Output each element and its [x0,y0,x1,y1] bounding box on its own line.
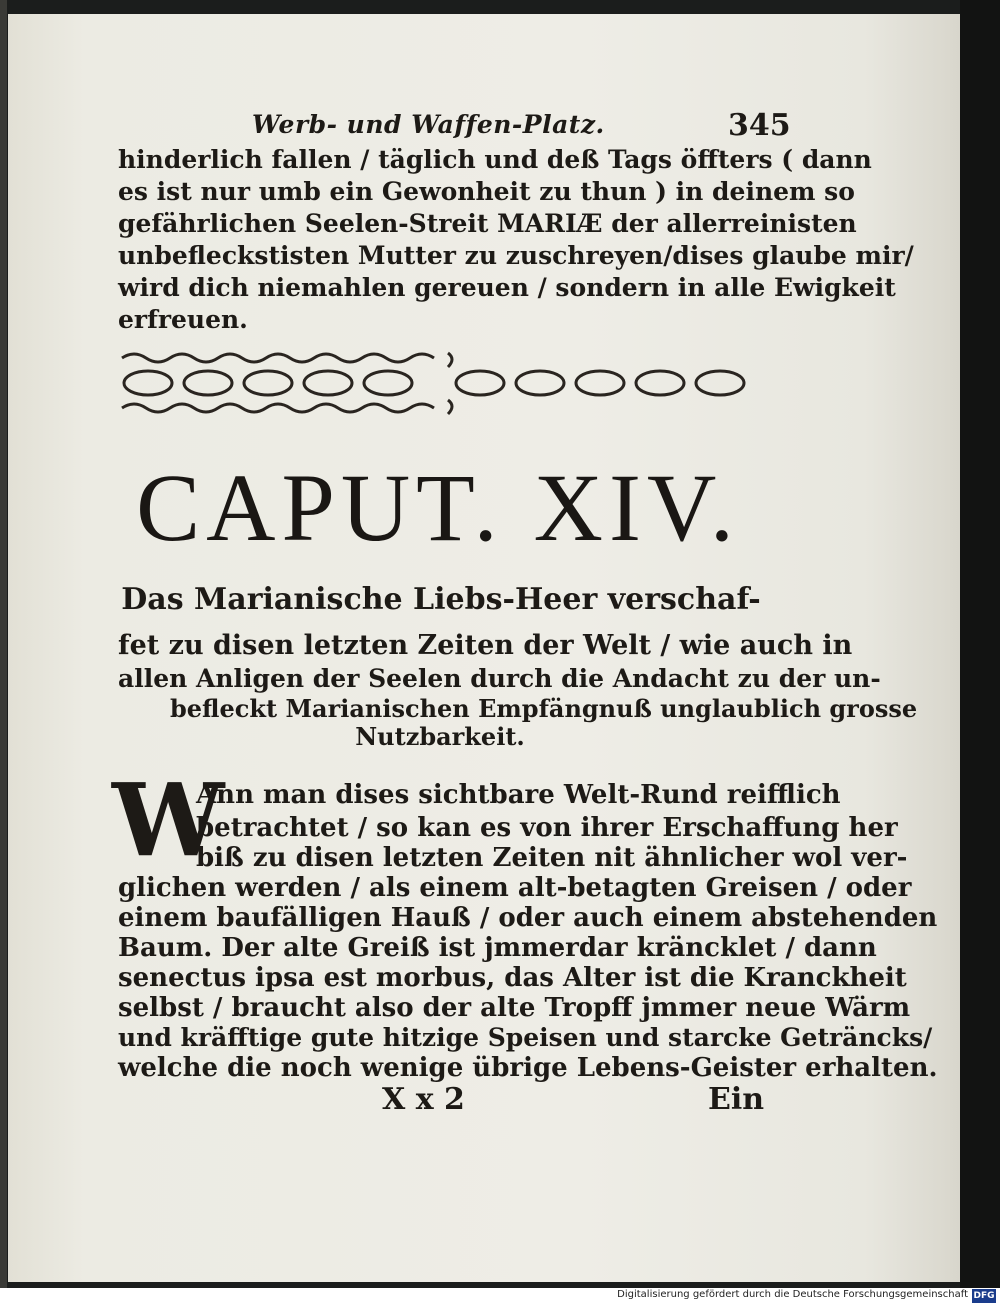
funding-credit: Digitalisierung gefördert durch die Deutsche Forschungsgemeinschaft [617,1289,968,1300]
running-title: Werb- und Waffen-Platz. [252,110,605,139]
signature-mark: X x 2 [382,1082,465,1117]
body-line: betrachtet / so kan es von ihrer Erschaffung her [196,813,898,843]
body-line: einem baufälligen Hauß / oder auch einem abstehenden [118,903,938,933]
ornament-band [118,348,770,418]
body-line: und kräfftige gute hitzige Speisen und starcke Geträncks/ [118,1023,933,1052]
page-number: 345 [728,108,791,143]
chapter-subtitle-line: allen Anligen der Seelen durch die Andacht zu der un- [118,664,881,693]
intro-line: gefährlichen Seelen-Streit MARIÆ der allerreinisten [118,209,857,238]
footer-bar [0,1288,1000,1304]
intro-line: es ist nur umb ein Gewonheit zu thun ) in deinem so [118,177,855,206]
scan-edge [0,0,7,1288]
body-line: welche die noch wenige übrige Lebens-Geister erhalten. [118,1053,938,1083]
chapter-subtitle-line: Nutzbarkeit. [355,722,525,751]
chapter-subtitle-line: Das Marianische Liebs-Heer verschaf- [121,582,761,617]
body-line: senectus ipsa est morbus, das Alter ist die Kranckheit [118,963,907,993]
chapter-subtitle-line: fet zu disen letzten Zeiten der Welt / wie auch in [118,630,853,661]
drop-cap: W [112,761,225,879]
intro-line: hinderlich fallen / täglich und deß Tags öffters ( dann [118,145,872,174]
body-line: Baum. Der alte Greiß ist jmmerdar kräncklet / dann [118,933,877,963]
intro-line: unbefleckstisten Mutter zu zuschreyen/dises glaube mir/ [118,241,914,270]
body-line: biß zu disen letzten Zeiten nit ähnlicher wol ver- [196,843,908,873]
body-line: Ann man dises sichtbare Welt-Rund reifflich [196,780,841,810]
chapter-heading: CAPUT. XIV. [136,454,740,561]
body-line: selbst / braucht also der alte Tropff jmmer neue Wärm [118,993,911,1023]
catchword: Ein [708,1082,765,1117]
book-spine-shadow [960,0,1000,1288]
dfg-logo: DFG [973,1291,995,1301]
body-line: glichen werden / als einem alt-betagten Greisen / oder [118,873,912,903]
intro-line: erfreuen. [118,305,248,334]
intro-line: wird dich niemahlen gereuen / sondern in alle Ewigkeit [118,273,896,302]
chapter-subtitle-line: befleckt Marianischen Empfängnuß unglaublich grosse [170,694,918,723]
